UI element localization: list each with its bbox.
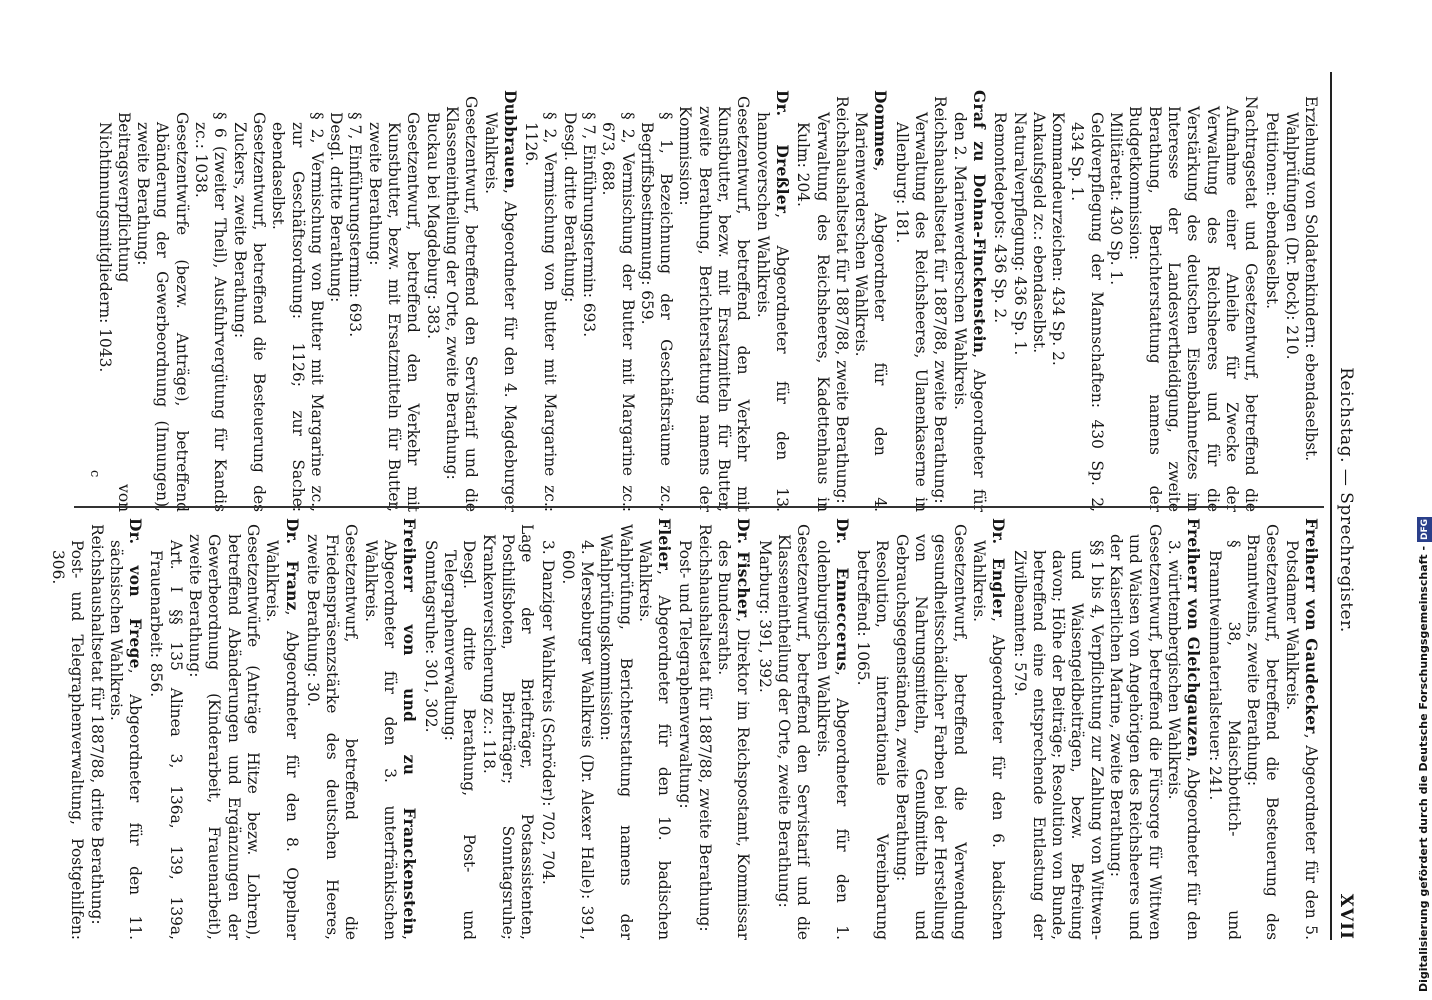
column-divider xyxy=(74,506,1324,508)
entry-line: Gesetzentwurf, betreffend den Verkehr mit Kunstbutter, bezw. mit Ersatzmitteln für Butter, zweite Berathung: xyxy=(365,112,423,512)
speaker-name: Dr. Enneccerus xyxy=(832,518,851,671)
entry-heading xyxy=(812,518,851,940)
entry-line: §§ 1 bis 4, Verpflichtung zur Zahlung von Wittwen- und Waisengeldbeiträgen, bezw. Befreiung davon; Höhe der Beiträge; Resolution von Bunde, betreffend eine entsprechende Entlastung der Zivilbeamten: 579. xyxy=(1010,540,1106,940)
entry-heading xyxy=(969,518,1008,940)
entry-line: Sonntagsruhe: 301, 302. xyxy=(421,540,440,733)
dfg-logo: DFG xyxy=(1417,517,1432,542)
entry-line: § 6 (zweiter Theil), Ausfuhrvergütung für Kandis zc.: 1038. xyxy=(192,112,230,512)
speaker-name: Freiherr von Gaudecker xyxy=(1302,518,1320,734)
entry-line: Geldverpflegung der Mannschaften: 430 Sp. 2, 434 Sp. 1. xyxy=(1068,112,1106,512)
entry-line: Desgl. dritte Berathung: xyxy=(327,112,346,303)
register-entry xyxy=(538,518,673,940)
speaker-role: , Abgeordneter für den 5. Potsdamer Wahlkreis. xyxy=(1282,540,1320,940)
entry-heading xyxy=(851,90,890,512)
speaker-role: , Abgeordneter für den 6. badischen Wahlkreis. xyxy=(969,540,1008,941)
entry-line: Verwaltung des Reichsheeres, Ulanenkaserne in Allenburg: 181. xyxy=(892,112,931,512)
speaker-role: , Abgeordneter für den 1. oldenburgischen Wahlkreis. xyxy=(813,540,851,940)
speaker-name: Dr. Fischer xyxy=(734,518,753,618)
register-entry xyxy=(1204,518,1320,940)
entry-line: Gesetzentwurf, betreffend den Servistarif und die Klasseneintheilung der Orte, zweite Berathung: xyxy=(774,524,813,940)
entry-line: Militäretat: 430 Sp. 1. xyxy=(1107,112,1126,286)
entry-line: 3. Danziger Wahlkreis (Schröder): 702, 704. xyxy=(539,540,558,885)
entry-heading xyxy=(480,90,519,512)
speaker-role: , Abgeordneter für den 13. hannoverschen Wahlkreis. xyxy=(753,112,791,512)
register-entry xyxy=(891,90,987,512)
entry-line: Beitragsverpflichtung von Nichtinnungsmitgliedern: 1043. xyxy=(95,112,133,512)
entry-line: Naturalverpflegung: 436 Sp. 1. xyxy=(1010,112,1029,356)
entry-line: Desgl. dritte Berathung: xyxy=(560,112,579,303)
register-entry xyxy=(754,518,850,940)
entry-line: Ankaufsgeld zc.: ebendaselbst. xyxy=(1029,112,1048,354)
entry-line: § 7, Einführungstermin: 693. xyxy=(580,112,599,338)
entry-line: Gesetzentwurf, betreffend die Besteuerung des Zuckers, zweite Berathung: xyxy=(230,112,268,512)
entry-line: Buckau bei Magdeburg: 383. xyxy=(423,112,442,339)
register-entry xyxy=(853,518,1007,940)
entry-heading xyxy=(262,518,301,940)
entry-heading xyxy=(714,518,753,940)
register-entry xyxy=(303,518,419,940)
register-entry xyxy=(990,90,1260,512)
entry-line: Remontedepots: 436 Sp. 2. xyxy=(991,112,1010,324)
entry-line: Gesetzentwurf, betreffend die Friedenspräsenzstärke des deutschen Heeres, zweite Berathung: 30. xyxy=(303,524,361,940)
entry-line: Lage der Briefträger, Postassistenten, Posthilfsboten, Briefträger; Sonntagsruhe; Krankenversicherung zc.: 118. xyxy=(479,524,537,940)
entry-line: Kommandeurzeichen: 434 Sp. 2. xyxy=(1049,112,1068,366)
entry-line: Gesetzentwürfe (Anträge Hitze bezw. Lohren), betreffend Abänderungen und Ergänzungen der Gewerbeordnung (Kinderarbeit, Frauenarbeit), zweite Berathung: xyxy=(186,524,262,940)
entry-heading xyxy=(635,518,674,940)
speaker-role: , Abgeordneter für den 2. Marienwerderschen Wahlkreis. xyxy=(950,112,988,512)
entry-line: Petitionen: ebendaselbst. xyxy=(1263,112,1282,310)
speaker-name: Dr. Franz xyxy=(282,518,301,611)
entry-line: § 2, Vermischung von Butter mit Margarine zc., zur Geschäftsordnung: 1126; zur Sache: ebendaselbst. xyxy=(269,112,326,512)
entry-line: § 2, Vermischung der Butter mit Margarine zc.: 673, 688. xyxy=(599,112,637,512)
speaker-name: Dr. Engler xyxy=(989,518,1008,618)
register-entry xyxy=(1009,518,1202,940)
speaker-name: Freiherr von und zu Franckenstein xyxy=(400,518,419,936)
register-entry xyxy=(146,518,300,940)
entry-line: 4. Merseburger Wahlkreis (Dr. Alexer Halle): 391, 600. xyxy=(558,540,597,940)
entry-line: § 1, Bezeichnung der Geschäftsräume zc., Begriffsbestimmung: 659. xyxy=(637,112,676,512)
speaker-name: Dubbrauen xyxy=(500,90,519,190)
credit-text: Digitalisierung gefördert durch die Deutsche Forschungsgemeinschaft - xyxy=(1417,545,1430,992)
header-rule xyxy=(1330,72,1332,940)
right-column xyxy=(46,518,1320,940)
entry-line: § 2, Vermischung von Butter mit Margarine zc.: 1126. xyxy=(522,112,560,512)
speaker-name: Dommes xyxy=(871,90,890,167)
speaker-role: , Abgeordneter für den 3. unterfränkischen Wahlkreis. xyxy=(361,540,419,940)
speaker-role: , Direktor im Reichspostamt, Kommissar des Bundesraths. xyxy=(715,540,753,940)
speaker-role: , Abgeordneter für den 8. Oppelner Wahlkreis. xyxy=(263,540,301,940)
entry-line: Erziehung von Soldatenkindern: ebendaselbst. xyxy=(1302,96,1320,462)
entry-heading xyxy=(752,90,791,512)
entry-heading xyxy=(360,518,418,940)
speaker-role: , Abgeordneter für den 11. sächsischen Wahlkreis. xyxy=(106,540,145,940)
entry-heading xyxy=(1281,518,1320,940)
entry-line: Gesetzentwürfe (bezw. Anträge), betreffend Abänderung der Gewerbeordnung (Innungen), zweite Berathung: xyxy=(134,112,191,512)
entry-line: § 7, Einführungstermin: 693. xyxy=(346,112,365,338)
speaker-role: , Abgeordneter für den 3. württembergischen Wahlkreis. xyxy=(1164,540,1203,940)
register-entry xyxy=(1262,90,1320,512)
digitization-credit xyxy=(1416,0,1432,1000)
speaker-name: Graf zu Dohna-Finckenstein xyxy=(969,90,988,354)
entry-line: Reichshaushaltsetat für 1887/88, zweite Berathung: xyxy=(931,96,950,504)
register-entry xyxy=(94,90,519,512)
speaker-name: Dr. von Frege xyxy=(126,518,145,669)
entry-line: Reichshaushaltsetat für 1887/88, zweite Berathung: xyxy=(695,524,714,932)
speaker-role: , Abgeordneter für den 4. Marienwerderschen Wahlkreis. xyxy=(852,112,890,512)
entry-line: Gesetzentwurf, betreffend die Fürsorge für Wittwen und Waisen von Angehörigen des Reichsheeres und der Kaiserlichen Marine, zweite Berathung: xyxy=(1107,524,1164,940)
entry-line: Resolution, internationale Vereinbarung betreffend: 1065. xyxy=(854,540,892,940)
register-entry xyxy=(675,518,752,940)
entry-line: Gesetzentwurf, betreffend die Besteuerung des Branntweins, zweite Berathung: xyxy=(1244,524,1282,940)
entry-line: Desgl. dritte Berathung, Post- und Telegraphenverwaltung: xyxy=(440,540,479,940)
page-title: Reichstag. — Sprechregister. xyxy=(1336,367,1356,633)
page-number: XVII xyxy=(1336,893,1356,940)
entry-line: § 38, Maischbottich- und Branntweinmaterialsteuer: 241. xyxy=(1205,540,1243,940)
register-entry xyxy=(420,518,536,940)
entry-line: Wahlprüfungen (Dr. Bock): 210. xyxy=(1282,112,1301,360)
left-column xyxy=(92,90,1320,512)
speaker-role: , Abgeordneter für den 4. Magdeburger Wahlkreis. xyxy=(481,112,519,512)
entry-line: Art. I §§ 135 Alinea 3, 136a, 139, 139a, Frauenarbeit: 856. xyxy=(147,540,185,940)
speaker-name: Freiherr von Gleichgauzen xyxy=(1184,518,1203,758)
footnote-mark: c xyxy=(87,470,102,478)
entry-heading xyxy=(949,90,988,512)
entry-line: Wahlprüfung, Berichterstattung namens der Wahlprüfungskommission: xyxy=(597,524,635,940)
entry-line: Verwaltung des Reichsheeres, Kadettenhaus in Kulm: 204. xyxy=(794,112,832,512)
entry-heading xyxy=(1164,518,1203,940)
entry-line: Post- und Telegraphenverwaltung, Postgehilfen: 306. xyxy=(49,540,87,940)
speaker-name: Fleier xyxy=(655,518,674,571)
entry-line: Marburg: 391, 392. xyxy=(755,540,774,693)
entry-line: Gesetzentwurf, betreffend den Servistarif und die Klasseneintheilung der Orte, zweite Berathung: xyxy=(442,96,481,512)
entry-line: Gesetzentwurf, betreffend die Verwendung gesundheitsschädlicher Farben bei der Herstellung von Nahrungsmitteln, Genußmitteln und Gebrauchsgegenständen, zweite Berathung: xyxy=(892,524,969,940)
register-entry xyxy=(521,90,791,512)
register-entry xyxy=(793,90,889,512)
entry-heading xyxy=(106,518,145,940)
speaker-role: , Abgeordneter für den 10. badischen Wahlkreis. xyxy=(635,540,674,940)
entry-line: Post- und Telegraphenverwaltung: xyxy=(676,540,695,809)
entry-line: Gesetzentwurf, betreffend den Verkehr mit Kunstbutter, bezw. mit Ersatzmitteln für Butter, zweite Berathung, Berichterstattung namens der Kommission: xyxy=(676,96,753,512)
register-entry xyxy=(48,518,144,940)
entry-line: Reichshaushaltsetat für 1887/88, zweite Berathung: xyxy=(832,96,851,504)
entry-line: Reichshaushaltsetat für 1887/88, dritte Berathung: xyxy=(87,524,106,925)
entry-line: Nachtragsetat und Gesetzentwurf, betreffend die Aufnahme einer Anleihe für Zwecke der Verwaltung des Reichsheeres und für die Verstärkung des deutschen Eisenbahnnetzes im Interesse der Landesvertheidigung, zweite Berathung, Berichterstattung namens der Budgetkommission: xyxy=(1126,96,1261,512)
speaker-name: Dr. Dreßler xyxy=(772,90,791,214)
